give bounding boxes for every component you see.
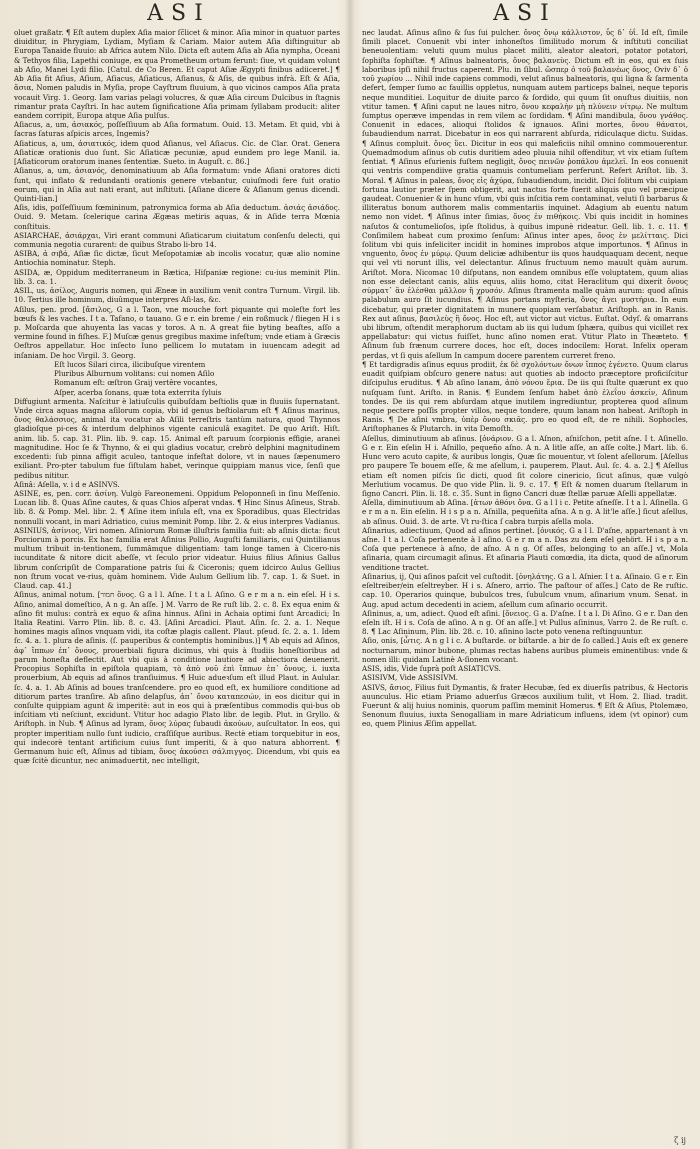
entry-paragraph: ASINIUS, ἀσίνιος, Viri nomen. Aſiniorum Romæ illuſtris familia fuit: ab aſinis dicta: ficut Porciorum à porcis. Ex hac familia erat Aſinius Pollio, Auguſti familiaris, cui Quintilianus multum tribuit in-tentionem, ſummâmque diligentiam: tam longe tamen à Cicero-nis iucunditate & nitore dicit abeſſe, vt ſeculo prior videatur. Huius filius Aſinius Gallus librum conſcripſit de Comparatione patris ſui & Ciceronis; quem idcirco Aulus Gellius non ſtrum vocat ve-rius, quàm hominem. Vide Aulum Gellium lib. 7. cap. 1. & Suet. in Claud. cap. 41.] (14, 525, 340, 591)
entry-paragraph: ASIBA, ἀ σιβά, Aſiæ ſic dictæ, ſicut Meſopotamiæ ab incolis vocatur, quæ alio nomine Antiochia nominatur. Steph. (14, 249, 340, 268)
entry-paragraph: Aſinarius, ij, Qui aſinos paſcit vel cuſtodit. [ὀνηλάτης. G a l. Aſnier. I t a. Aſinaio. G e r. Ein eſeltreiber/ein eſeltreyber. H i s. Aſnero, arrio. The paſtour of aſſes.] Cato de Re ruſtic. cap. 10. Operarios quinque, bubulcos tres, ſubulcum vnum, aſinarium vnum. Senat. in Aug. apud actum decedenti in aciem, aſellum cum aſinario occurrit. (362, 571, 688, 609)
entry-paragraph: Aſininus, a, um, adiect. Quod eſt aſini. [ὄνειος. G a. D'aſne. I t a l. Di Aſino. G e r. Dan den eſeln iſt. H i s. Coſa de aſino. A n g. Of an aſſe.] vt Pullus aſininus, Varro 2. de Re ruſt. c. 8. ¶ Lac Aſininum, Plin. lib. 28. c. 10. aſinino lacte poto venena reſtinguuntur. (362, 608, 688, 637)
entry-paragraph: Aſinarius, adiectiuum, Quod ad aſinos pertinet. [ὀνικός. G a l l. D'aſne, appartenant à vn aſne. I t a l. Coſa pertenente à l aſino. G e r m a n. Das zu dem eſel gehört. H i s p a n. Coſa que pertenece à aſno, de aſno. A n g. Of aſſes, belonging to an aſſe.] vt, Mola aſinaria, quam circumagit aſinus. Et aſinaria Plauti comœdia, ita dicta, quod de aſinorum venditione tractet. (362, 525, 688, 572)
entry-paragraph: oluet graßatr. ¶ Eſt autem duplex Aſia maior ſc̃licet & minor. Aſia minor in quatuor partes diuiditur, in Phrygiam, Lydiam, Myſiam & Cariam. Maior autem Aſia diſtinguitur ab Europa Tanaide fluuio: ab Africa autem Nilo. Dicta eſt autem Aſia ab Aſia nympha, Oceani & Tethyos filia, Lapethi coniuge, ex qua Prometheum ortum ferunt: ſiue, vt quidam volunt ab Aſio, Manei Lydi filio. [Catul. de Co Beren. Et caput Aſiæ Ægypti finibus adiiceret.] ¶ Ab Aſia fit Aſius, Aſium, Aſiacus, Aſiaticus, Aſianus, & Aſis, de quibus infrà. Eſt & Aſia, ἄσια, Nomen paludis in Myſia, prope Cayſtrum fluuium, à quo vicinos campos Aſia prata vocauit Virg. 1. Georg. Iam varias pelagi volucres, & quæ Aſia circum Dulcibus in ſtagnis rimantur prata Cayſtri. In hac autem ſignificatione Aſia primam ſyllabam producit: aliter eandem corripit, Europa atque Aſia pulſus. (14, 28, 340, 120)
entry-paragraph: ¶ Et tardigradis aſinus equus prodiit, ἐκ δὲ σχολόντων ὄνων ἵππος ἐγένετο. Quum clarus euadit quiſpiam obſcuro genere natus: aut quoties ab indocto præceptore proficiſcitur diſcipulus eruditus. ¶ Ab aſino lanam, ἀπὸ νόνου ἔρια. De iis qui ſtulte quærunt ex quo nuſquam ſunt. Ariſto. in Ranis. ¶ Eundem ſenſum habet ἀπὸ ἐλεΐου ἀσκείν, Aſinum tondes. De iis qui rem abſurdam atque inutilem ingrediuntur, propterea quod aſinum neque pectere poſſis propter villos, neque tondere, quum lanam non habeat. Ariſtoph in Ranis. ¶ De aſini vmbra, ὑπὲρ ὄνου σκιᾶς. pro eo quod eſt, de re nihili. Sophocles, Ariſtophanes & Plutarch. in vita Demoſth. (362, 359, 688, 434)
entry-paragraph: Aſiaticus, a, um, ἀσιατικός, idem quod Aſianus, vel Aſiacus. Cic. de Clar. Orat. Genera Aſiaticæ orationis duo ſunt. Sic Aſiaticæ pecuniæ, apud eundem pro lege Manil. ia. [Aſiaticorum oratorum inanes ſententiæ. Sueto. in Auguſt. c. 86.] (14, 138, 340, 167)
running-header-right: ASI (493, 0, 557, 26)
entry-paragraph: Aſinâ: Aſella, v. i d e ASINVS. (14, 479, 120, 489)
entry-paragraph: Aſiacus, a, um, ἀσιακός, poſſeſſiuum ab Aſia formatum. Ouid. 13. Metam. Et quid, vbi à ſacras ſaturas aſpicis arces, Ingemis? (14, 120, 340, 139)
entry-paragraph: ASIVS, ἄσιος, Filius fuit Dymantis, & frater Hecubæ, ſed ex diuerſis patribus, & Hectoris auunculus. Hic etiam Priamo aduerſus Græcos auxilium tulit, vt Hom. 2. Iliad. tradit. Fuerunt & alij huius nominis, quorum paſſim meminit Homerus. ¶ Eſt & Aſius, Ptolemæo, Senonum fluuius, iuxta Senogalliam in mare Adriaticum influens, idem (vt opinor) cum eo, quem Plinius Æſim appellat. (362, 682, 688, 729)
verse-line: Eſt lucos Silari circa, ilicibuſque virentem (54, 359, 206, 369)
entry-paragraph: Aſis, idis, poſſeſſiuum fœmininum, patronymica forma ab Aſia deductum. ἀσιάς ἀσιάδος. Ouid. 9. Metam. ſcelerique carina Ægæas metiris aquas, & in Aſide terra Mœnia conſtituis. (14, 203, 340, 231)
verse-line: Pluribus Alburnum volitans: cui nomen Aſilo (54, 369, 215, 379)
left-column (14, 28, 340, 1142)
entry-paragraph: ASIS, idis, Vide ſuprà poſt ASIATICVS. (362, 664, 501, 674)
page-signature: ζ ij (674, 1136, 686, 1145)
entry-paragraph: Aſellus, diminutiuum ab aſinus. [ὀνάριον. G a l. Aſnon, aſniſchon, petit aſne. I t. Aſinello. G e r. Ein eſelin H i. Aſnillo, pequeño aſno. A n. A litle aſſe, an aſſe colte.] Mart. lib. 6. Hunc vero acuto capite, & auribus longis, Quæ ſic mouentur, vt ſolent aſellorum. [Aſellus pro paupere Te bouem eſſe, & me aſellum, i. pauperem. Plaut. Aul. ſc. 4. a. 2.] ¶ Aſellus etiam eſt nomen piſcis ſic dicti, quod ſit colore cinericio, ſicut aſinus, quæ vulgò Merlutium vocamus. De quo vide Plin. li. 9. c. 17. ¶ Eſt & nomen duarum ſtellarum in ſigno Cancri. Plin. li. 18. c. 35. Sunt in ſigno Cancri duæ ſtellæ paruæ Aſelli appellatæ. (362, 433, 688, 498)
entry-paragraph: ASIL, us, ἀσίλος, Auguris nomen, qui Æneæ in auxilium venit contra Turnum. Virgil. lib. 10. Tertius ille hominum, diuûmque interpres Aſi-las, &c. (14, 286, 340, 305)
entry-paragraph: Aſinus, animal notum. [חמור ὄνος. G a l l. Aſne. I t a l. Aſino. G e r m a n. ein eſel. H i s. Aſino, animal domeſtico, A n g. An aſſe. ] M. Varro de Re ruſt lib. 2. c. 8. Ex equa enim & aſino fit mulus: contrà ex equo & aſina hinnus. Aſini in Achaia optimi ſunt Arcadici; In Italia Reatini. Varro Plin. lib. 8. c. 43. [Aſini Arcadici. Plaut. Aſin. ſc. 2. a. 1. Neque homines magis aſinos vnquam vidi, ita coſtæ plagis callent. Plaut. pſeud. ſc. 2. a. 1. Idem ſc. 4. a. 1. plura de aſinis. (ſ. pauperibus & contemptis hominibus.)] ¶ Ab equis ad Aſinos, ἀφ᾽ ἵππων ἐπ᾽ ὄνους, prouerbiali figura dicimus, vbi quis à ſtudiis honeſtioribus ad parum honeſta deflectit. Aut vbi quis à conditione lautiore ad abiectiora deuenerit. Procopius Sophiſta in epiſtola quapiam, τὸ ἀπὸ νοῦ ἐπὶ ἵππων ἐπ᾽ ὄνους, i. iuxta prouerbium, Ab equis ad aſinos tranſiuimus. ¶ Huic adueꝛſum eſt illud Plaut. in Aulular. ſc. 4. a. 1. Ab Aſinis ad boues tranſcendere. pro eo quod eſt, ex humiliore conditione ad ditiorum partes tranſire. Ab aſino delapſus, ἀπ᾽ ὄνου καταπεσών, in eos dicitur qui in conſulte quippiam agunt & imperitè: aut in eos qui à præſentibus commodis qui-bus ob inſcitiam vti neſciunt, excidunt. Vtitur hoc adagio Plato libr. de legib. Plut. in Gryllo. & Ariſtoph. in Nub. ¶ Aſinus ad lyram, ὄνος λύρας ſubaudi ἀκούων, auſcultator. In eos, qui propter imperitiam nullo ſunt iudicio, craſſiſque auribus. Rectè etiam torquebitur in eos, qui indecorè tentant artificium cuius ſunt imperiti, & à quo natura abhorrent. ¶ Germanum huic eſt, Aſinus ad tibiam, ὄνος ἀκούσει σάλπιγγος. Dicendum, vbi quis ea quæ ſcitè dicuntur, nec animaduertit, nec intelligit, (14, 590, 340, 766)
verse-line: Aſper, acerba ſonans, quæ tota exterrita ſyluis (54, 387, 222, 397)
verse-line: Romanum eſt: œſtron Graij vertêre vocantes, (54, 378, 218, 388)
running-header-left: ASI (147, 0, 211, 26)
entry-paragraph: ASIARCHAE, ἀσιάρχαι, Viri erant communi Aſiaticarum ciuitatum conſenſu delecti, qui communia negotia curarent: de quibus Strabo li-bro 14. (14, 230, 340, 250)
entry-paragraph: nec laudat. Aſinus aſino & ſus ſui pulcher. ὄνος ὄνῳ κάλλιστον, ὗς δ᾽ ὑΐ. Id eſt, ſimile ſimili placet. Conuenit vbi inter inhoneſtos ſimilitudo morum & inſtituti conciliat beneuolentiam: veluti quum mulus placet militi, aleator aleatori, potator potatori, ſophiſta ſophiſtæ. ¶ Aſinus balneatoris, ὄνος βαλανεὺς. Dictum eſt in eos, qui ex ſuis laboribus ipſi nihil fructus caperent. Plu. in ſibul. ὥσπερ ὁ τοῦ βαλανέως ὄνος, Oviv δ᾽ ὁ τοῦ χωρίου ... Nihil inde capiens commodi, velut aſinus balneatoris, qui ligna & ſarmenta defert, ſemper ſumo ac fauillis oppletus, nunquam autem particeps balnei, neque teporis neque munditiei. Loquitur de diuite parco & ſordido, qui quum ſit onuſtus diuitiis, non vtitur tamen. ¶ Aſini caput ne laues nitro, ὄνου κεφαλὴν μὴ πλύνειν νίτρῳ. Ne multum ſumptus operæve impendas in rem vilem ac ſordidam. ¶ Aſini mandibula, ὄνου γνάθος. Conuenit in edaces, alioqui ſtolidos & ignauos. Aſini mortes, ὄνου θάνατοι, ſubaudiendum narrat. Dicebatur in eos qui narrarent abſurda, ridiculaque dictu. Suidas. ¶ Aſinus compluit. ὄνος ὕει. Dicitur in eos qui maleficiis nihil omnino commouerentur. Quemadmodum aſinus ob cutis duritiem adeo pluuia nihil offenditur, vt vix etiam ſuſtem ſentiat. ¶ Aſinus eſurienis fuſtem negligit, ὄνος πεινῶν ῥοπάλου ἀμελεῖ. In eos conuenit qui ventris compendiive gratia quamuis contumeliam perferunt. Refert Ariſtot. lib. 3. Moral. ¶ Aſinus in paleas, ὄνος εἰς ἀχύρα, ſubaudiendum, incidit. Dici ſolitum vbi cuipiam fortuna lautior præter ſpem obtigerit, aut nactus forte fuerit aliquis quo vel præcipue gaudeat. Conuenier & in hunc vſum, vbi quis inſcitia rem contaminat, veluti ſi barbarus & illiteratus bonum authorem malis commentariis inquinet. Adagium ab euentu natum nemo non videt. ¶ Aſinus inter ſimias, ὄνος ἐν πιθήκοις. Vbi quis incidit in homines naſutos & contumelioſos, ipſe ſtolidus, à quibus impunè rideatur. Gell. lib. 1. c. 11. ¶ Conſimilem habeat cum proximo ſenſum: Aſinus inter apes, ὄνος ἐν μελίτταις. Dici ſolitum vbi quis infeliciter incidit in homines improbos atque importunos. ¶ Aſinus in vnguento, ὄνος ἐν μύρῳ. Quum deliciæ adhibentur iis quos haudquaquam decent, neque qui vel vti norunt illis, vel delectantur. Aſinus fructuum nemo mauult quàm aurum. Ariſtot. Mora. Nicomac 10 diſputans, non eandem omnibus eſſe voluptatem, quum alias non esse delectant canis, aliis equus, aliis homo, citat Heraclitum qui dixerit ὄνους σύρματ᾽ ἂν ἑλέσθαι μᾶλλον ἢ χρυσόν. Aſinus ſtramenta malle quàm aurum: quod aſinis palabulum auro ſit iucundius. ¶ Aſinus portans myſteria, ὄνος ἄγει μυστήρια. In eum dicebatur, qui præter dignitatem in munere quopiam verſabatur. Ariſtoph. an in Ranis. Rex aut aſinus, βασιλεὺς ἢ ὄνος. Hoc eſt, aut victor aut victus. Euſtat. Odyſ. & omarrans ubi librum, oſtendit meraphorum ductam ab iis qui ludum ſphæra, quibus qui vicillet rex appellabatur: qui victus fuiſſet, hunc aſino nomen erat. Vtitur Plato in Theæteto. ¶ Aſinum ſub frænum currere doces, hoc eſt, doces indocilem: Horat. Infelix operam perdas, vt ſi quis aſellum In campum docere parentem curreret freno. (362, 28, 688, 360)
entry-paragraph: Aſilus, pen. prod. [ἄσιλος, G a l. Taon, vne mouche fort piquante qui moleſte fort les bœufs & les vaches. I t a. Tafano, o tauano. G e r. ein breme / ein roßmuck / fliegen H i s p. Moſcarda que ahuyenta las vacas y toros. A n. A great fiie byting beaſtes, aſſo a vermine found in fiſhes. F.] Muſcæ genus gregibus maxime infeſtum; vnde etiam à Græcis Oeſtros appellatur. Hoc inſecto Iuno pellicem Io mutatam in iuuencam adegit ad inſaniam. De hoc Virgil. 3. Georg. (14, 304, 340, 360)
entry-paragraph: Aſio, onis, [ὦτις. A n g l i c. A buſtarde. or biſtarde. a bir de ſo called.] Auis eſt ex genere nocturnarum, minor bubone, plumas rectas habens auribus plumeis eminentibus: vnde & nomen illi: quidam Latinè A-ſionem vocant. (362, 636, 688, 664)
entry-paragraph: ASIDA, æ, Oppidum mediterraneum in Bætica, Hiſpaniæ regione: cu-ius meminit Plin. lib. 3. ca. 1. (14, 267, 340, 286)
entry-paragraph: ASINE, es, pen. corr. ἀσίνη. Vulgò Fareonemeni. Oppidum Peloponneſi in ſinu Meſſenio. Lucan lib. 8. Quas Aſine cautes, & quas Chios aſperat vndas. ¶ Hinc Sinus Aſineus, Strab. lib. 8. & Pomp. Mel. libr. 2. ¶ Aſine item inſula eſt, vna ex Sporadibus, quas Electridas nonnulli vocant, in mari Adriatico, cuius meminit Pomp. libr. 2. & eius interpres Vadianus. (14, 488, 340, 526)
page-gutter (345, 0, 355, 1149)
entry-paragraph: Aſella, diminutiuum ab Aſina. [ἀτων ἀθόνι ὄνα. G a l l i c. Petite aſneſſe. I t a l. Aſinella. G e r m a n. Ein eſelin. H i s p a n. Aſnilla, pequeñita aſna. A n g. A lit'le aſſe.] ſicut aſellus, ab aſinus. Ouid. 3. de arte. Vt ru-ſtica ſ cabra turpis aſella mola. (362, 498, 688, 526)
entry-paragraph: ASISIVM, Vide ASSISIVM. (362, 673, 459, 683)
entry-paragraph: Aſianus, a, um, ἀσιανός, denominatiuum ab Aſia formatum: vnde Aſiani oratores dicti ſunt, qui inflato & redundanti orationis genere vtebantur, cuiuſmodi fere fuit oratio eorum, qui in Aſia aut nati erant, aut inſtituti. [Aſiane dicere & Aſianum genus dicendi. Quinti-lian.] (14, 166, 340, 203)
entry-paragraph: Diffugiunt armenta. Naſcitur è latiuſculis quibuſdam beſtiolis quæ in fluuiis ſupernatant. Vnde circa aquas magna aſilorum copia, vbi id genus beſtiolarum eſt ¶ Aſinus marinus, ὄνος θαλάσσιος, animal ita vocatur ab Aſili terreſtris tantùm natura, quod Thynnos gladioſque pi-ces & interdum delphinos vigente caniculâ exagitet. De quo Ariſt. Hiſt. anim. lib. 5. cap. 31. Plin. lib. 9. cap. 15. Animal eſt paruum ſcorpionis effigie, aranei magnitudine. Hoc ſe & Thynno, & ei qui gladius vocatur, crebrò delphini magnitudinem excedenti: ſub pinna affigit aculeo, tantoque infeſtat dolore, vt in naues ſæpenumero exiliant. Pro-pter tabulum fue ſiſtulam habet, verinque quippiam manus vice, ſenſi que pedibus nititur. (14, 396, 340, 480)
right-column (362, 28, 688, 1142)
